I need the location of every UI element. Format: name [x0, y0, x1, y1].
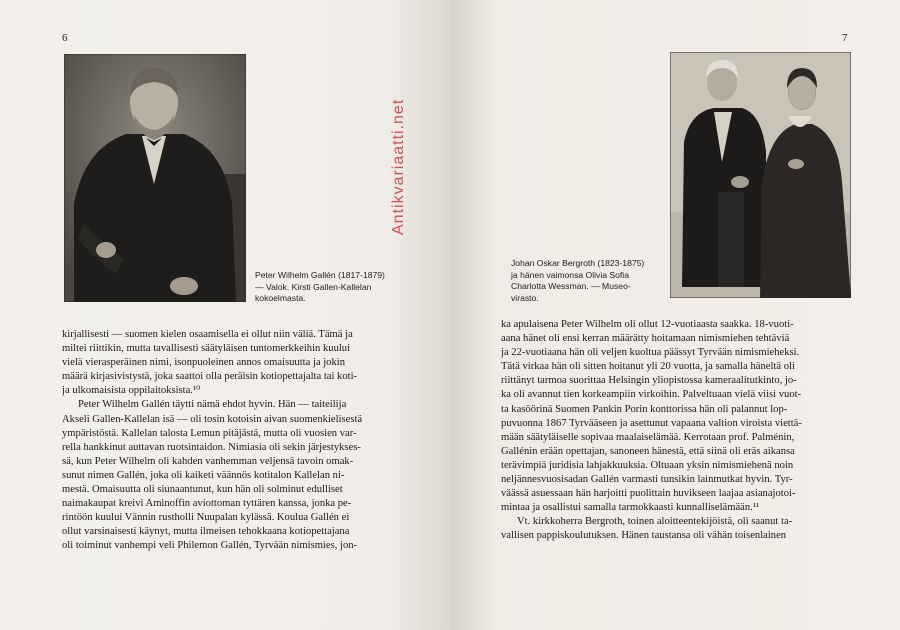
text-line: ollut varsinaisesti käynyt, mutta ilmeisen tehokkaana kotiopettajana — [62, 526, 350, 538]
text-line: rintöön kuului Vännin rustholli Nuupalan kylässä. Koulua Gallén ei — [62, 512, 350, 524]
photo-caption-right: Johan Oskar Bergroth (1823-1875) ja hänen vaimonsa Olivia Sofia Charlotta Wessman. — Museo- virasto. — [511, 258, 645, 303]
text-line: ympäristöstä. Kallelan talosta Lemun pitäjästä, mutta oli vuosien var- — [62, 427, 357, 439]
text-line: Vt. kirkkoherra Bergroth, toinen aloitteentekijöistä, oli saanut ta- — [517, 516, 793, 528]
text-line: määrä kirjasivistystä, joka saattoi olla peräisin kotiopettajalta tai koti- — [62, 371, 358, 383]
text-line: miltei riittikin, mutta tavallisesti säätyläisen tuntomerkkeihin kuului — [62, 343, 351, 355]
text-line: mintaa ja osallistui samalla tarmokkaasti kunnalliselämään.¹¹ — [501, 502, 760, 514]
body-text-left — [62, 328, 412, 554]
text-line: ka oli avannut tien korkeampiin virkoihin. Palveltuaan vielä viisi vuot- — [501, 389, 802, 401]
text-line: naimakaupat kreivi Aminoffin aviottoman tyttären kanssa, jonka pe- — [62, 498, 352, 510]
text-line: rella hankkinut auttavan ruotsintaidon. Nimiasia oli sekin järjestykses- — [62, 441, 361, 453]
text-line: oli toiminut vanhempi veli Philemon Gallén, Tyrvään nimismies, jon- — [62, 540, 358, 552]
text-line: neljännesvuosisadan Gallén varmasti tunsikin lainmutkat hyvin. Tyr- — [501, 474, 793, 486]
text-line: puvuonna 1867 Tyrvääseen ja asettunut vapaana valtion viroista viettä- — [501, 417, 802, 429]
page-number-left: 6 — [62, 32, 68, 44]
text-line: vallisen pappiskoulutuksen. Hänen taustansa oli vähän toisenlainen — [501, 530, 787, 542]
text-line: kirjallisesti — suomen kielen osaamisella ei ollut niin väliä. Tämä ja — [62, 329, 353, 340]
watermark: Antikvariaatti.net — [390, 98, 407, 235]
text-line: aana hänet oli ensi kerran määrätty hoitamaan nimismiehen tehtäviä — [501, 333, 790, 345]
text-line: sunut nimen Gallén, joka oli kaiketi väännös kotitalon Kallelan ni- — [62, 469, 345, 481]
text-line: Gallénin erään opettajan, sanoneen hänestä, että siinä oli eräs aikansa — [501, 445, 795, 457]
text-line: vielä vierasperäinen nimi, isonpuoleinen annos omaisuutta ja jokin — [62, 357, 346, 369]
text-line: terävimpiä juridisia lahjakkuuksia. Oltuaan yksin nimismiehenä noin — [501, 459, 794, 471]
photo-caption-left: Peter Wilhelm Gallén (1817-1879) — Valok. Kirsti Gallen-Kallelan kokoelmasta. — [255, 270, 385, 303]
text-line: sä, kun Peter Wilhelm oli kahden vanhemman veljensä tavoin omak- — [62, 455, 354, 467]
text-line: Peter Wilhelm Gallén täytti nämä ehdot hyvin. Hän — taiteilija — [78, 399, 347, 411]
text-line: ka apulaisena Peter Wilhelm oli ollut 12-vuotiaasta saakka. 18-vuoti- — [501, 319, 794, 330]
page-number-right: 7 — [842, 32, 848, 44]
text-line: ta kasöörinä Suomen Pankin Porin konttorissa hän oli palannut lop- — [501, 403, 788, 415]
text-line: mestä. Omaisuutta oli siunaantunut, kun hän oli solminut edulliset — [62, 484, 343, 496]
text-line: Akseli Gallen-Kallelan isä — oli tosin kotoisin aivan suomenkielisestä — [62, 413, 363, 425]
text-line: riittänyt tarmoa suorittaa Helsingin yliopistossa kameraalitutkinto, jo- — [501, 375, 797, 387]
body-text-right — [501, 318, 869, 544]
text-line: mään säätyläiselle sopivaa maalaiselämää. Kerrotaan prof. Palménin, — [501, 431, 795, 443]
portrait-photo-gallen — [64, 54, 246, 302]
text-line: ja 22-vuotiaana hän oli veljen kuoltua päässyt Tyrvään nimismieheksi. — [501, 347, 800, 359]
text-line: väässä asuessaan hän harjoitti puolittain huvikseen laajaa asianajotoi- — [501, 488, 796, 500]
couple-photo-bergroth — [670, 52, 851, 298]
right-page — [451, 0, 900, 630]
left-page — [0, 0, 449, 630]
text-line: Tätä virkaa hän oli sitten hoitanut yli 20 vuotta, ja samalla häneltä oli — [501, 361, 795, 373]
text-line: ja ulkomaisista oppilaitoksista.¹⁰ — [62, 385, 201, 397]
